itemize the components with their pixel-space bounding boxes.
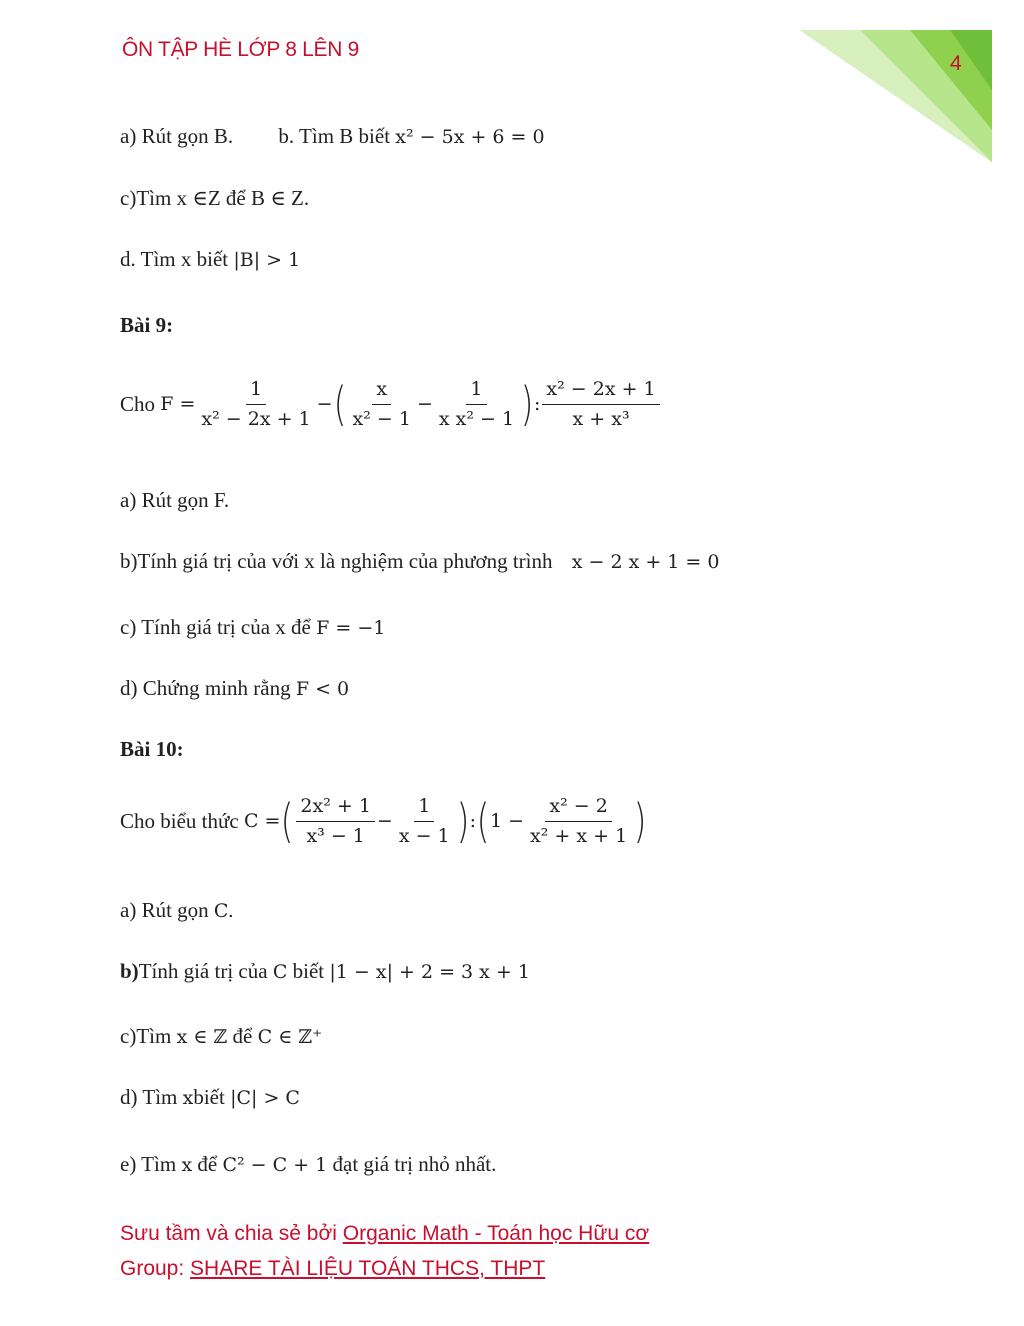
text: b) (120, 959, 139, 983)
text: đạt giá trị nhỏ nhất. (332, 1152, 497, 1176)
fraction: $\frac{\text{x² − 2x + 1}}{\text{x + x³}}$ (542, 378, 659, 431)
math-expression: x² − 5x + 6 = 0 (395, 126, 545, 148)
text: biết (193, 1085, 225, 1109)
exercise-heading: Bài 10: (120, 737, 184, 761)
math-expression: C (272, 961, 288, 983)
math-expression: F < 0 (295, 678, 350, 700)
text: để (197, 1152, 218, 1176)
footer-credit (120, 1222, 649, 1246)
text: biết (292, 959, 325, 983)
document-header-title: ÔN TẬP HÈ LỚP 8 LÊN 9 (122, 38, 359, 61)
math-expression: |1 − x| + 2 = 3 x + 1 (329, 961, 530, 983)
footer-text: Sưu tầm và chia sẻ bởi (120, 1222, 337, 1245)
operator: − (416, 393, 433, 416)
text: b)Tính giá trị của với x là nghiệm của phương trình (120, 549, 553, 573)
text: c)Tìm (120, 1024, 172, 1048)
footer-group (120, 1257, 545, 1281)
fraction: $\frac{\text{x² − 2}}{\text{x² + x + 1}}$ (530, 795, 628, 847)
paren: ( (476, 794, 490, 849)
text: Tính giá trị của (138, 959, 268, 983)
text: a) Rút gọn (120, 898, 209, 922)
exercise-heading: Bài 9: (120, 313, 174, 337)
fraction: $\frac{1}{\text{x x² − 1}}$ (438, 378, 515, 430)
math-expression: |C| > C (230, 1087, 300, 1109)
math-expression: C ∈ ℤ⁺ (257, 1026, 323, 1048)
exercise-line (120, 1152, 496, 1177)
math-expression: 1 − (489, 810, 525, 833)
footer-text: Group: (120, 1257, 185, 1280)
corner-decoration (800, 30, 992, 162)
math-expression: F = −1 (316, 617, 386, 639)
exercise-line (120, 959, 530, 984)
math-expression: x (182, 1087, 194, 1109)
math-expression: F = (160, 393, 196, 416)
operator: − (316, 393, 333, 416)
exercise-line (120, 1024, 322, 1049)
math-expression: |B| > 1 (233, 249, 301, 271)
text: a) Rút gọn B. (120, 124, 234, 148)
text: d) Chứng minh rằng (120, 676, 291, 700)
exercise-line (120, 124, 545, 149)
exercise-line (120, 676, 349, 701)
group-link[interactable]: SHARE TÀI LIỆU TOÁN THCS, THPT (190, 1257, 546, 1280)
paren: ) (456, 794, 469, 849)
organic-math-link[interactable]: Organic Math - Toán học Hữu cơ (342, 1222, 650, 1245)
math-expression: x (181, 1154, 193, 1176)
text: d. Tìm x biết (120, 247, 229, 271)
math-expression: x − 2 x + 1 = 0 (571, 551, 720, 573)
text: để (232, 1024, 253, 1048)
text: Cho biểu thức (120, 808, 239, 833)
paren: ) (633, 794, 647, 849)
exercise-line (120, 549, 719, 574)
text: c) Tính giá trị của x để (120, 615, 311, 639)
math-expression: C. (213, 900, 234, 922)
exercise-line (120, 247, 300, 272)
text: Cho (120, 391, 156, 416)
formula-F (120, 378, 662, 431)
text: b. Tìm B biết (278, 124, 391, 148)
math-expression: x ∈ ℤ (176, 1026, 228, 1048)
exercise-line (120, 1085, 300, 1110)
fraction: $\frac{x}{\text{x² − 1}}$ (352, 378, 411, 430)
paren: ( (333, 377, 346, 432)
operator: : (469, 810, 477, 833)
fraction: $\frac{1}{x - 1}$ (398, 795, 450, 847)
fraction: $\frac{\text{2x² + 1}}{\text{x³ − 1}}$ (296, 795, 375, 848)
exercise-line: c)Tìm x ∈Z để B ∈ Z. (120, 186, 310, 210)
text: d) Tìm (120, 1085, 178, 1109)
exercise-line: a) Rút gọn F. (120, 488, 230, 512)
paren: ( (281, 794, 294, 849)
exercise-line (120, 898, 234, 923)
text: e) Tìm (120, 1152, 177, 1176)
page-number: 4 (950, 52, 962, 75)
formula-C (120, 795, 647, 848)
math-expression: C² − C + 1 (222, 1154, 328, 1176)
operator: − (376, 810, 393, 833)
operator: : (534, 393, 541, 416)
exercise-line (120, 615, 385, 640)
paren: ) (520, 377, 534, 432)
fraction: $\frac{1}{\text{x² − 2x + 1}}$ (201, 378, 311, 430)
math-expression: C = (243, 810, 281, 833)
